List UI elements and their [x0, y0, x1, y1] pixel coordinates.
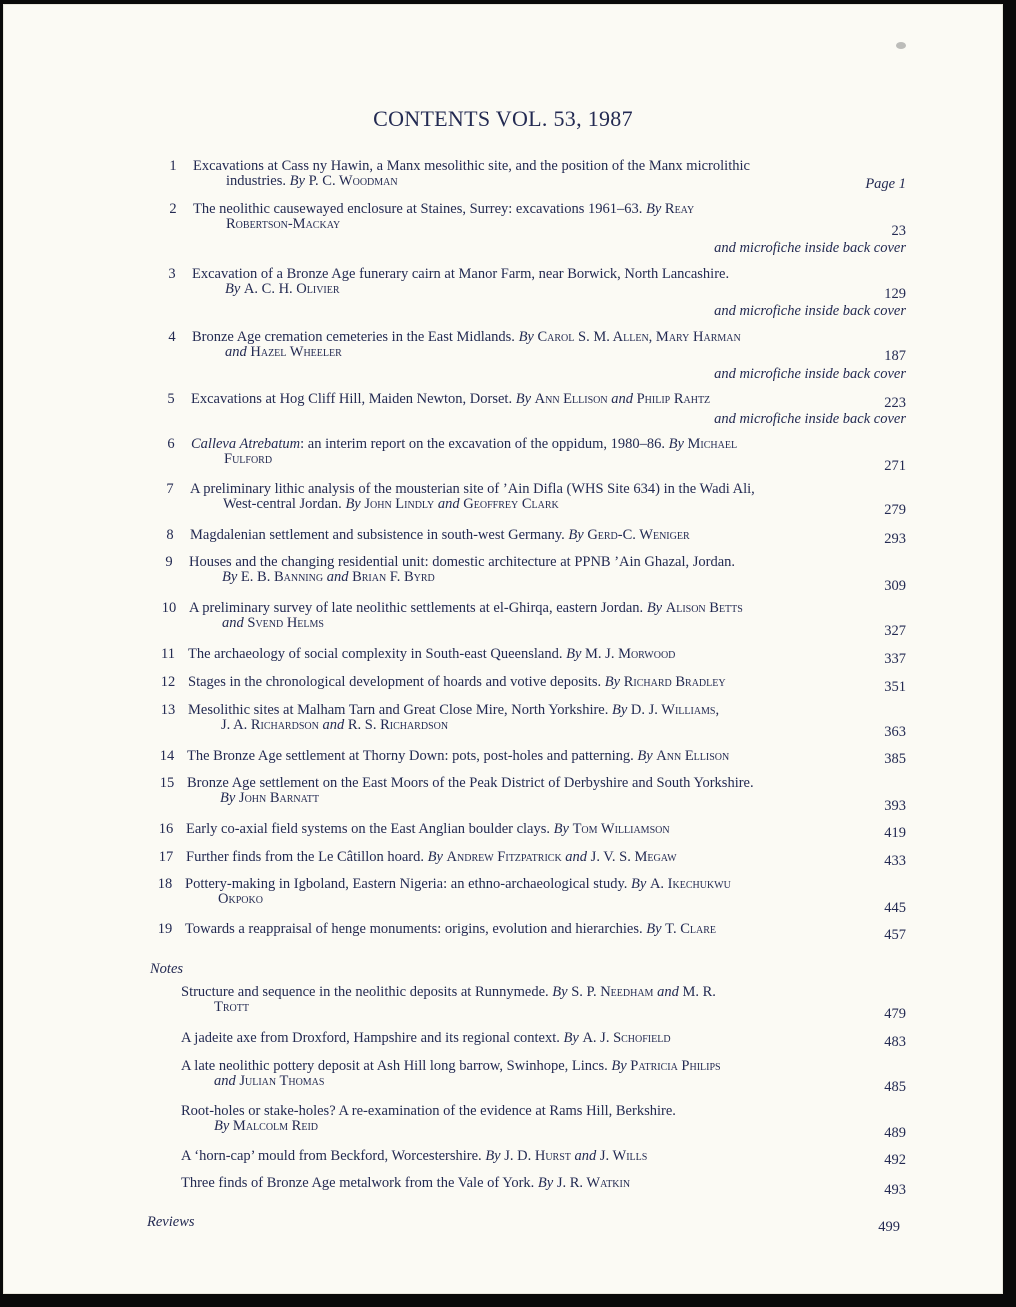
entry-title — [186, 850, 841, 865]
text-run: : an interim report on the excavation of the oppidum, 1980–86. — [300, 436, 669, 452]
entry-line-1 — [185, 876, 731, 892]
text-run: A preliminary lithic analysis of the mousterian site of ’Ain Difla (WHS Site 634) in the Wadi Ali, — [190, 481, 755, 497]
page-number: 457 — [884, 927, 906, 943]
entry-line-2 — [192, 345, 841, 360]
page-number: 393 — [884, 798, 906, 814]
text-run: By — [552, 984, 572, 1000]
text-run: Svend Helms — [247, 615, 324, 631]
page-number: 279 — [884, 502, 906, 518]
text-run: Bronze Age settlement on the East Moors of the Peak District of Derbyshire and South Yorkshire. — [187, 775, 754, 791]
entry-line-2 — [190, 497, 841, 512]
microfiche-note: and microfiche inside back cover — [714, 411, 906, 427]
text-run: By — [566, 646, 586, 662]
text-run: and — [565, 849, 591, 865]
text-run: Mesolithic sites at Malham Tarn and Great Close Mire, North Yorkshire. — [188, 702, 612, 718]
text-run: By — [485, 1148, 505, 1164]
page-number: 492 — [884, 1152, 906, 1168]
text-run: Carol S. M. Allen, Mary Harman — [537, 329, 741, 345]
text-run: A jadeite axe from Droxford, Hampshire and its regional context. — [181, 1030, 564, 1046]
entry-line-1 — [191, 436, 737, 452]
entry-line-1 — [187, 775, 754, 791]
text-run: Julian Thomas — [239, 1073, 325, 1089]
text-run: By — [289, 173, 309, 189]
entry-line-1 — [188, 646, 675, 662]
text-run: By — [604, 674, 624, 690]
page-number: 445 — [884, 900, 906, 916]
text-run: R. S. Richardson — [347, 717, 449, 733]
text-run: Michael — [687, 436, 738, 452]
text-run: The archaeology of social complexity in South-east Queensland. — [188, 646, 567, 662]
text-run: Philip Rahtz — [636, 391, 711, 407]
entry-title — [192, 267, 841, 297]
page-number: 223 — [884, 395, 906, 411]
entry-line-2 — [188, 718, 841, 733]
text-run: Robertson-Mackay — [226, 216, 341, 232]
text-run: M. R. — [682, 984, 716, 1000]
entry-number: 8 — [166, 527, 174, 543]
text-run: By — [646, 600, 666, 616]
entry-number: 16 — [158, 821, 174, 837]
page-number: 419 — [884, 825, 906, 841]
text-run: Structure and sequence in the neolithic deposits at Runnymede. — [181, 984, 553, 1000]
text-run: Ann Ellison — [534, 391, 612, 407]
text-run: By — [214, 1118, 233, 1134]
text-run: By — [222, 569, 241, 585]
text-run: By — [668, 436, 688, 452]
page-number: Page 1 — [865, 176, 906, 192]
text-run: Further finds from the Le Câtillon hoard. — [186, 849, 428, 865]
entry-title — [188, 647, 841, 662]
text-run: By — [225, 281, 244, 297]
page-number: 489 — [884, 1125, 906, 1141]
entry-number: 5 — [167, 391, 175, 407]
page-number: 485 — [884, 1079, 906, 1095]
page-number: 271 — [884, 458, 906, 474]
text-run: By — [611, 702, 631, 718]
text-run: By — [515, 391, 535, 407]
text-run: Malcolm Reid — [232, 1118, 318, 1134]
contents-page — [3, 4, 1003, 1294]
page-number: 309 — [884, 578, 906, 594]
text-run: John Lindly — [364, 496, 438, 512]
text-run: P. C. Woodman — [308, 173, 398, 189]
entry-number: 17 — [158, 849, 174, 865]
entry-line-2 — [181, 1119, 841, 1134]
entry-line-2 — [189, 616, 841, 631]
text-run: By — [427, 849, 447, 865]
text-run: Root-holes or stake-holes? A re-examination of the evidence at Rams Hill, Berkshire. — [181, 1103, 676, 1119]
page-number: 129 — [884, 286, 906, 302]
text-run: and — [437, 496, 464, 512]
reviews-heading: Reviews — [147, 1214, 195, 1230]
text-run: and — [222, 615, 248, 631]
entry-line-1 — [181, 1103, 676, 1119]
entry-number: 18 — [157, 876, 173, 892]
entry-title — [187, 776, 841, 806]
text-run: and — [611, 391, 637, 407]
text-run: and — [574, 1148, 600, 1164]
entry-line-2 — [185, 892, 841, 907]
text-run: Geoffrey Clark — [463, 496, 559, 512]
text-run: Fulford — [224, 451, 273, 467]
text-run: J. D. Hurst — [504, 1148, 575, 1164]
entry-line-2 — [192, 282, 841, 297]
text-run: By — [646, 921, 666, 937]
entry-line-1 — [193, 201, 694, 217]
entry-number: 7 — [166, 481, 174, 497]
text-run: and — [322, 717, 348, 733]
entry-number: 15 — [159, 775, 175, 791]
text-run: Bronze Age cremation cemeteries in the East Midlands. — [192, 329, 519, 345]
text-run: By — [537, 1175, 557, 1191]
ink-smudge — [896, 42, 906, 49]
text-run: Magdalenian settlement and subsistence in south-west Germany. — [190, 527, 569, 543]
page-number: 351 — [884, 679, 906, 695]
text-run: A. J. Schofield — [582, 1030, 671, 1046]
text-run: Richard Bradley — [623, 674, 726, 690]
entry-line-1 — [186, 849, 677, 865]
entry-title — [181, 1031, 841, 1046]
entry-title — [181, 1104, 841, 1134]
text-run: Pottery-making in Igboland, Eastern Nigeria: an ethno-archaeological study. — [185, 876, 632, 892]
entry-title — [181, 1176, 841, 1191]
entry-line-1 — [192, 266, 729, 282]
text-run: D. J. Williams, — [630, 702, 720, 718]
entry-number: 11 — [161, 646, 175, 662]
text-run: industries. — [226, 173, 290, 189]
entry-line-2 — [193, 217, 841, 232]
text-run: Three finds of Bronze Age metalwork from the Vale of York. — [181, 1175, 538, 1191]
entry-line-2 — [187, 791, 841, 806]
entry-line-1 — [190, 481, 755, 497]
entry-title — [189, 601, 841, 631]
entry-title — [193, 202, 841, 232]
entry-title — [191, 437, 841, 467]
text-run: By — [645, 201, 665, 217]
text-run: M. J. Morwood — [585, 646, 676, 662]
entry-title — [181, 985, 841, 1015]
entry-title — [189, 555, 841, 585]
entry-number: 12 — [160, 674, 176, 690]
entry-number: 3 — [168, 266, 176, 282]
entry-line-1 — [181, 1030, 671, 1046]
entry-line-2 — [193, 174, 841, 189]
text-run: Stages in the chronological development of hoards and votive deposits. — [188, 674, 605, 690]
notes-heading: Notes — [150, 961, 184, 977]
text-run: Early co-axial field systems on the East Anglian boulder clays. — [186, 821, 554, 837]
text-run: Calleva Atrebatum — [191, 436, 301, 452]
entry-title — [191, 392, 841, 407]
page-title: CONTENTS VOL. 53, 1987 — [373, 106, 633, 131]
entry-line-1 — [181, 1148, 647, 1164]
page-number: 327 — [884, 623, 906, 639]
entry-line-2 — [181, 1000, 841, 1015]
entry-title — [188, 703, 841, 733]
entry-number: 14 — [159, 748, 175, 764]
text-run: Excavations at Cass ny Hawin, a Manx mesolithic site, and the position of the Manx microlithic — [193, 158, 750, 174]
entry-number: 19 — [157, 921, 173, 937]
text-run: Ann Ellison — [656, 748, 730, 764]
entry-line-1 — [189, 554, 735, 570]
entry-title — [186, 822, 841, 837]
text-run: By — [637, 748, 657, 764]
text-run: By — [568, 527, 588, 543]
microfiche-note: and microfiche inside back cover — [714, 240, 906, 256]
text-run: Andrew Fitzpatrick — [446, 849, 566, 865]
text-run: Tom Williamson — [572, 821, 670, 837]
entry-line-1 — [181, 1058, 721, 1074]
text-run: By — [220, 790, 239, 806]
text-run: John Barnatt — [238, 790, 319, 806]
text-run: and — [326, 569, 353, 585]
microfiche-note: and microfiche inside back cover — [714, 366, 906, 382]
text-run: A preliminary survey of late neolithic settlements at el-Ghirqa, eastern Jordan. — [189, 600, 647, 616]
text-run: J. R. Watkin — [556, 1175, 631, 1191]
text-run: By — [553, 821, 573, 837]
entry-number: 9 — [165, 554, 173, 570]
text-run: A ‘horn-cap’ mould from Beckford, Worcestershire. — [181, 1148, 486, 1164]
entry-number: 6 — [167, 436, 175, 452]
text-run: J. Wills — [599, 1148, 648, 1164]
text-run: Brian F. Byrd — [352, 569, 435, 585]
text-run: Trott — [214, 999, 249, 1015]
text-run: Alison Betts — [665, 600, 743, 616]
entry-number: 4 — [168, 329, 176, 345]
text-run: Houses and the changing residential unit: domestic architecture at PPNB ’Ain Ghazal, Jordan. — [189, 554, 736, 570]
text-run: A late neolithic pottery deposit at Ash Hill long barrow, Swinhope, Lincs. — [181, 1058, 612, 1074]
entry-line-1 — [188, 702, 719, 718]
page-number: 493 — [884, 1182, 906, 1198]
text-run: T. Clare — [665, 921, 716, 937]
page-number: 293 — [884, 531, 906, 547]
entry-title — [185, 922, 841, 937]
entry-line-2 — [191, 452, 841, 467]
text-run: Reay — [664, 201, 695, 217]
page-number: 479 — [884, 1006, 906, 1022]
entry-line-1 — [185, 921, 716, 937]
page-number: 187 — [884, 348, 906, 364]
entry-number: 1 — [169, 158, 177, 174]
entry-number: 13 — [160, 702, 176, 718]
entry-title — [185, 877, 841, 907]
entry-line-1 — [186, 821, 670, 837]
entry-title — [190, 482, 841, 512]
entry-title — [181, 1149, 841, 1164]
text-run: A. C. H. Olivier — [243, 281, 340, 297]
text-run: By — [518, 329, 538, 345]
entry-title — [192, 330, 841, 360]
entry-title — [187, 749, 841, 764]
text-run: J. V. S. Megaw — [590, 849, 677, 865]
text-run: and — [225, 344, 251, 360]
entry-line-2 — [189, 570, 841, 585]
text-run: J. A. Richardson — [221, 717, 323, 733]
entry-number: 10 — [161, 600, 177, 616]
text-run: Okpoko — [218, 891, 263, 907]
entry-title — [188, 675, 841, 690]
entry-line-1 — [193, 158, 750, 174]
entry-title — [193, 159, 841, 189]
entry-line-1 — [191, 391, 710, 407]
text-run: By — [631, 876, 650, 892]
text-run: and — [657, 984, 683, 1000]
text-run: and — [214, 1073, 240, 1089]
entry-line-1 — [192, 329, 741, 345]
microfiche-note: and microfiche inside back cover — [714, 303, 906, 319]
entry-line-1 — [189, 600, 743, 616]
text-run: A. Ikechukwu — [649, 876, 731, 892]
text-run: Patricia Philips — [630, 1058, 721, 1074]
text-run: Excavations at Hog Cliff Hill, Maiden Newton, Dorset. — [191, 391, 516, 407]
text-run: S. P. Needham — [571, 984, 658, 1000]
text-run: Gerd-C. Weniger — [587, 527, 690, 543]
page-number: 483 — [884, 1034, 906, 1050]
entry-line-1 — [181, 984, 716, 1000]
entry-number: 2 — [169, 201, 177, 217]
text-run: By — [563, 1030, 583, 1046]
page-number: 23 — [891, 223, 906, 239]
entry-title — [181, 1059, 841, 1089]
text-run: E. B. Banning — [240, 569, 327, 585]
entry-title — [190, 528, 841, 543]
entry-line-1 — [187, 748, 729, 764]
text-run: Hazel Wheeler — [250, 344, 342, 360]
reviews-page-number: 499 — [878, 1219, 900, 1235]
entry-line-1 — [188, 674, 726, 690]
text-run: Excavation of a Bronze Age funerary cairn at Manor Farm, near Borwick, North Lancashire. — [192, 266, 730, 282]
entry-line-1 — [190, 527, 690, 543]
entry-line-1 — [181, 1175, 630, 1191]
text-run: The Bronze Age settlement at Thorny Down: pots, post-holes and patterning. — [187, 748, 638, 764]
page-number: 385 — [884, 751, 906, 767]
text-run: West-central Jordan. — [223, 496, 346, 512]
entry-line-2 — [181, 1074, 841, 1089]
text-run: By — [345, 496, 365, 512]
text-run: By — [611, 1058, 631, 1074]
page-number: 363 — [884, 724, 906, 740]
text-run: Towards a reappraisal of henge monuments: origins, evolution and hierarchies. — [185, 921, 647, 937]
page-number: 337 — [884, 651, 906, 667]
page-number: 433 — [884, 853, 906, 869]
text-run: The neolithic causewayed enclosure at Staines, Surrey: excavations 1961–63. — [193, 201, 646, 217]
